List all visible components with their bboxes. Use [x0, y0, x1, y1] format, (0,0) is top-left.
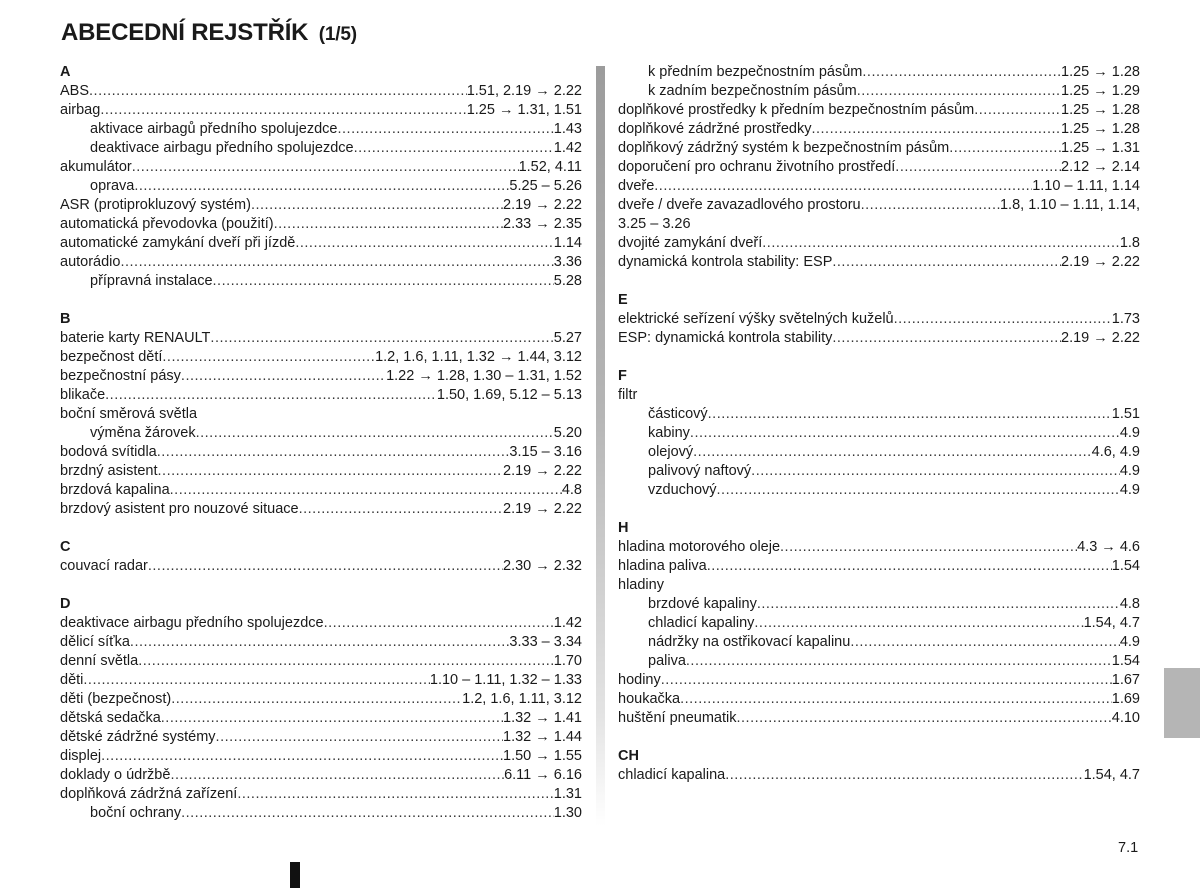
index-entry [618, 234, 1140, 253]
entry-term: dvojité zamykání dveří [618, 235, 763, 251]
dot-leader [811, 120, 1061, 139]
entry-pages: 2.19 → 2.22 [503, 501, 582, 517]
entry-pages: 2.19 → 2.22 [503, 463, 582, 479]
index-entry [618, 329, 1140, 348]
dot-leader [717, 481, 1120, 500]
entry-term: paliva [648, 653, 686, 669]
entry-pages: 4.9 [1119, 634, 1140, 650]
index-entry [60, 101, 582, 120]
entry-pages: 1.32 → 1.44 [503, 729, 582, 745]
entry-term: denní světla [60, 653, 139, 669]
index-entry [60, 614, 582, 633]
index-subentry [618, 614, 1140, 633]
entry-term: oprava [90, 178, 135, 194]
dot-leader [324, 614, 554, 633]
entry-pages: 1.25 → 1.28 [1061, 102, 1140, 118]
entry-term: airbag [60, 102, 101, 118]
dot-leader [354, 139, 554, 158]
index-entry [618, 120, 1140, 139]
entry-term: brzdové kapaliny [648, 596, 757, 612]
dot-leader [157, 443, 510, 462]
index-entry [618, 709, 1140, 728]
entry-term: dělicí síťka [60, 634, 130, 650]
index-subentry [60, 804, 582, 823]
entry-pages: 3.36 [553, 254, 582, 270]
dot-leader [949, 139, 1061, 158]
index-entry [60, 82, 582, 101]
section-letter: E [618, 292, 628, 308]
entry-term: boční směrová světla [60, 406, 198, 422]
index-entry [618, 253, 1140, 272]
index-entry [618, 196, 1140, 234]
entry-pages: 1.14 [553, 235, 582, 251]
entry-pages: 1.10 – 1.11, 1.32 – 1.33 [429, 672, 582, 688]
index-entry [60, 253, 582, 272]
index-entry [618, 690, 1140, 709]
entry-pages: 6.11 → 6.16 [504, 767, 582, 783]
entry-term: hladina motorového oleje [618, 539, 781, 555]
dot-leader [850, 633, 1120, 652]
entry-term: brzdový asistent pro nouzové situace [60, 501, 299, 517]
entry-pages: 1.52, 4.11 [518, 159, 582, 175]
entry-pages: 5.27 [553, 330, 582, 346]
index-entry [60, 747, 582, 766]
index-entry [60, 671, 582, 690]
page-title [61, 19, 357, 47]
entry-pages: 1.54 [1111, 558, 1140, 574]
entry-term: hladina paliva [618, 558, 707, 574]
index-entry [60, 158, 582, 177]
entry-pages: 1.25 → 1.28 [1061, 121, 1140, 137]
entry-term: k zadním bezpečnostním pásům [648, 83, 857, 99]
page-title-part: (1/5) [318, 24, 357, 45]
index-entry [60, 215, 582, 234]
index-subentry [618, 595, 1140, 614]
index-entry [60, 690, 582, 709]
dot-leader [894, 310, 1112, 329]
entry-pages: 1.54, 4.7 [1083, 615, 1140, 631]
entry-term: filtr [618, 387, 638, 403]
dot-leader [857, 82, 1061, 101]
dot-leader [708, 405, 1112, 424]
entry-term: doporučení pro ochranu životního prostředí [618, 159, 896, 175]
entry-pages: 4.3 → 4.6 [1077, 539, 1140, 555]
entry-term: doplňková zádržná zařízení [60, 786, 238, 802]
entry-term: elektrické seřízení výšky světelných kuželů [618, 311, 894, 327]
index-entry [60, 709, 582, 728]
entry-pages: 1.67 [1111, 672, 1140, 688]
index-entry [618, 557, 1140, 576]
section-gap [618, 272, 1140, 291]
index-entry [60, 348, 582, 367]
entry-term: houkačka [618, 691, 681, 707]
dot-leader [181, 367, 386, 386]
entry-term: děti (bezpečnost) [60, 691, 172, 707]
entry-pages: 1.54, 4.7 [1083, 767, 1140, 783]
index-entry [618, 101, 1140, 120]
entry-pages: 1.31 [553, 786, 582, 802]
index-subentry [60, 272, 582, 291]
entry-pages: 1.8 [1119, 235, 1140, 251]
dot-leader [138, 652, 554, 671]
dot-leader [181, 804, 554, 823]
entry-term: brzdová kapalina [60, 482, 170, 498]
entry-term: displej [60, 748, 102, 764]
dot-leader [170, 481, 562, 500]
section-letter: B [60, 311, 71, 327]
dot-leader [171, 690, 462, 709]
index-subentry [60, 177, 582, 196]
index-entry [60, 785, 582, 804]
entry-term: couvací radar [60, 558, 148, 574]
entry-pages: 1.43 [553, 121, 582, 137]
index-entry [60, 652, 582, 671]
entry-term: přípravná instalace [90, 273, 213, 289]
dot-leader [213, 272, 554, 291]
entry-term: děti [60, 672, 84, 688]
entry-term: nádržky na ostřikovací kapalinu [648, 634, 851, 650]
dot-leader [299, 500, 503, 519]
index-entry [618, 177, 1140, 196]
index-column-left [60, 63, 582, 823]
entry-pages: 4.9 [1119, 425, 1140, 441]
dot-leader [680, 690, 1112, 709]
entry-pages: 3.33 – 3.34 [509, 634, 582, 650]
page-number: 7.1 [1118, 840, 1139, 856]
entry-term: k předním bezpečnostním pásům [648, 64, 863, 80]
entry-pages: 1.51 [1111, 406, 1140, 422]
dot-leader [895, 158, 1061, 177]
index-column-right [618, 63, 1140, 785]
dot-leader [101, 747, 503, 766]
index-entry [60, 633, 582, 652]
dot-leader [89, 82, 467, 101]
index-entry [60, 481, 582, 500]
section-letter: D [60, 596, 71, 612]
entry-term: doplňkové prostředky k předním bezpečnostním pásům [618, 102, 975, 118]
dot-leader [762, 234, 1120, 253]
dot-leader [120, 253, 553, 272]
dot-leader [780, 538, 1077, 557]
dot-leader [100, 101, 466, 120]
index-subentry [618, 443, 1140, 462]
dot-leader [216, 728, 503, 747]
entry-term: aktivace airbagů předního spolujezdce [90, 121, 338, 137]
entry-term: částicový [648, 406, 708, 422]
entry-term: dětská sedačka [60, 710, 161, 726]
entry-pages: 4.8 [561, 482, 582, 498]
index-entry [618, 671, 1140, 690]
dot-leader [170, 766, 504, 785]
index-subentry [618, 462, 1140, 481]
entry-term: hodiny [618, 672, 661, 688]
section-gap [60, 576, 582, 595]
index-subentry [618, 652, 1140, 671]
entry-term: dveře / dveře zavazadlového prostoru [618, 197, 861, 213]
index-entry [618, 310, 1140, 329]
dot-leader [690, 424, 1120, 443]
section-gap [618, 728, 1140, 747]
dot-leader [832, 253, 1061, 272]
dot-leader [974, 101, 1061, 120]
entry-term: hladiny [618, 577, 664, 593]
entry-term: výměna žárovek [90, 425, 196, 441]
entry-term: blikače [60, 387, 106, 403]
section-letter: H [618, 520, 629, 536]
index-subentry [60, 424, 582, 443]
section-letter: C [60, 539, 71, 555]
entry-pages: 1.2, 1.6, 1.11, 1.32 → 1.44, 3.12 [375, 349, 582, 365]
index-entry [618, 139, 1140, 158]
dot-leader [862, 63, 1061, 82]
dot-leader [148, 557, 503, 576]
entry-pages: 2.12 → 2.14 [1061, 159, 1140, 175]
column-separator [596, 66, 605, 826]
entry-pages: 2.33 → 2.35 [503, 216, 582, 232]
dot-leader [693, 443, 1091, 462]
entry-term: dětské zádržné systémy [60, 729, 216, 745]
index-entry [60, 386, 582, 405]
entry-term: autorádio [60, 254, 121, 270]
index-entry [60, 766, 582, 785]
entry-pages: 1.54 [1111, 653, 1140, 669]
entry-pages: 3.15 – 3.16 [509, 444, 582, 460]
index-entry [60, 329, 582, 348]
section-gap [618, 500, 1140, 519]
dot-leader [832, 329, 1061, 348]
entry-term: akumulátor [60, 159, 132, 175]
dot-leader [861, 196, 1000, 215]
dot-leader [661, 671, 1112, 690]
entry-term: chladicí kapalina [618, 767, 726, 783]
entry-term: vzduchový [648, 482, 717, 498]
entry-term: automatické zamykání dveří při jízdě [60, 235, 296, 251]
entry-term: boční ochrany [90, 805, 182, 821]
entry-term: automatická převodovka (použití) [60, 216, 274, 232]
entry-term: deaktivace airbagu předního spolujezdce [90, 140, 354, 156]
dot-leader [295, 234, 553, 253]
index-entry [60, 367, 582, 386]
entry-term: olejový [648, 444, 694, 460]
index-entry [618, 538, 1140, 557]
dot-leader [751, 462, 1120, 481]
entry-pages: 4.9 [1119, 482, 1140, 498]
entry-pages-continued: 3.25 – 3.26 [618, 216, 691, 232]
index-entry [618, 766, 1140, 785]
entry-pages: 1.25 → 1.28 [1061, 64, 1140, 80]
dot-leader [237, 785, 553, 804]
entry-pages: 1.50 → 1.55 [503, 748, 582, 764]
entry-pages: 1.25 → 1.31, 1.51 [466, 102, 582, 118]
index-entry [60, 500, 582, 519]
entry-pages: 5.20 [553, 425, 582, 441]
index-entry [60, 728, 582, 747]
entry-pages: 1.69 [1111, 691, 1140, 707]
entry-term: ASR (protiprokluzový systém) [60, 197, 251, 213]
entry-pages: 1.2, 1.6, 1.11, 3.12 [462, 691, 582, 707]
dot-leader [162, 348, 375, 367]
entry-pages: 1.22 → 1.28, 1.30 – 1.31, 1.52 [386, 368, 582, 384]
dot-leader [158, 462, 503, 481]
dot-leader [707, 557, 1112, 576]
entry-term: huštění pneumatik [618, 710, 737, 726]
section-gap [618, 348, 1140, 367]
binding-mark [290, 862, 300, 888]
entry-pages: 4.8 [1119, 596, 1140, 612]
entry-pages: 1.32 → 1.41 [503, 710, 582, 726]
entry-term: bodová svítidla [60, 444, 157, 460]
index-entry-line [618, 196, 1140, 215]
entry-term: palivový naftový [648, 463, 752, 479]
entry-pages: 1.73 [1111, 311, 1140, 327]
entry-pages: 5.28 [553, 273, 582, 289]
section-tab-marker [1164, 668, 1200, 738]
index-entry [618, 158, 1140, 177]
index-entry [60, 405, 582, 424]
index-subentry [618, 82, 1140, 101]
entry-term: dveře [618, 178, 655, 194]
entry-term: baterie karty RENAULT [60, 330, 211, 346]
index-entry [60, 443, 582, 462]
section-letter: A [60, 64, 71, 80]
dot-leader [196, 424, 554, 443]
section-letter: CH [618, 748, 639, 764]
entry-term: bezpečnostní pásy [60, 368, 181, 384]
entry-term: kabiny [648, 425, 690, 441]
entry-pages: 1.70 [553, 653, 582, 669]
entry-term: dynamická kontrola stability: ESP [618, 254, 833, 270]
dot-leader [251, 196, 503, 215]
index-entry [60, 462, 582, 481]
entry-term: deaktivace airbagu předního spolujezdce [60, 615, 324, 631]
dot-leader [132, 158, 519, 177]
index-subentry [60, 120, 582, 139]
index-subentry [618, 63, 1140, 82]
entry-pages: 1.42 [553, 615, 582, 631]
entry-pages: 1.8, 1.10 – 1.11, 1.14, [999, 197, 1140, 213]
entry-term: doplňkový zádržný systém k bezpečnostním pásům [618, 140, 950, 156]
dot-leader [686, 652, 1112, 671]
dot-leader [130, 633, 510, 652]
index-subentry [618, 405, 1140, 424]
index-entry [618, 386, 1140, 405]
entry-pages: 1.51, 2.19 → 2.22 [466, 83, 582, 99]
index-entry [60, 557, 582, 576]
entry-pages: 1.50, 1.69, 5.12 – 5.13 [436, 387, 582, 403]
dot-leader [754, 614, 1083, 633]
entry-pages: 1.10 – 1.11, 1.14 [1032, 178, 1140, 194]
dot-leader [83, 671, 430, 690]
entry-term: chladicí kapaliny [648, 615, 755, 631]
entry-term: ABS [60, 83, 90, 99]
entry-pages: 4.6, 4.9 [1091, 444, 1140, 460]
page-title-text: ABECEDNÍ REJSTŘÍK [61, 19, 309, 46]
dot-leader [274, 215, 503, 234]
entry-pages: 2.19 → 2.22 [503, 197, 582, 213]
dot-leader [134, 177, 509, 196]
index-entry [60, 196, 582, 215]
entry-pages: 2.30 → 2.32 [503, 558, 582, 574]
dot-leader [725, 766, 1083, 785]
index-subentry [618, 481, 1140, 500]
section-gap [60, 519, 582, 538]
index-entry [60, 234, 582, 253]
entry-pages: 2.19 → 2.22 [1061, 330, 1140, 346]
section-gap [60, 291, 582, 310]
index-subentry [60, 139, 582, 158]
entry-pages: 1.42 [553, 140, 582, 156]
dot-leader [105, 386, 437, 405]
entry-term: doklady o údržbě [60, 767, 171, 783]
entry-term: bezpečnost dětí [60, 349, 163, 365]
dot-leader [337, 120, 553, 139]
entry-term: doplňkové zádržné prostředky [618, 121, 812, 137]
entry-term: ESP: dynamická kontrola stability [618, 330, 833, 346]
entry-pages: 4.10 [1111, 710, 1140, 726]
dot-leader [737, 709, 1112, 728]
index-subentry [618, 633, 1140, 652]
index-subentry [618, 424, 1140, 443]
entry-pages: 5.25 – 5.26 [509, 178, 582, 194]
entry-pages: 1.25 → 1.29 [1061, 83, 1140, 99]
entry-pages: 2.19 → 2.22 [1061, 254, 1140, 270]
dot-leader [757, 595, 1120, 614]
entry-pages: 4.9 [1119, 463, 1140, 479]
entry-pages: 1.30 [553, 805, 582, 821]
dot-leader [161, 709, 503, 728]
entry-pages: 1.25 → 1.31 [1061, 140, 1140, 156]
index-entry [618, 576, 1140, 595]
section-letter: F [618, 368, 627, 384]
entry-term: brzdný asistent [60, 463, 158, 479]
dot-leader [654, 177, 1032, 196]
dot-leader [210, 329, 553, 348]
